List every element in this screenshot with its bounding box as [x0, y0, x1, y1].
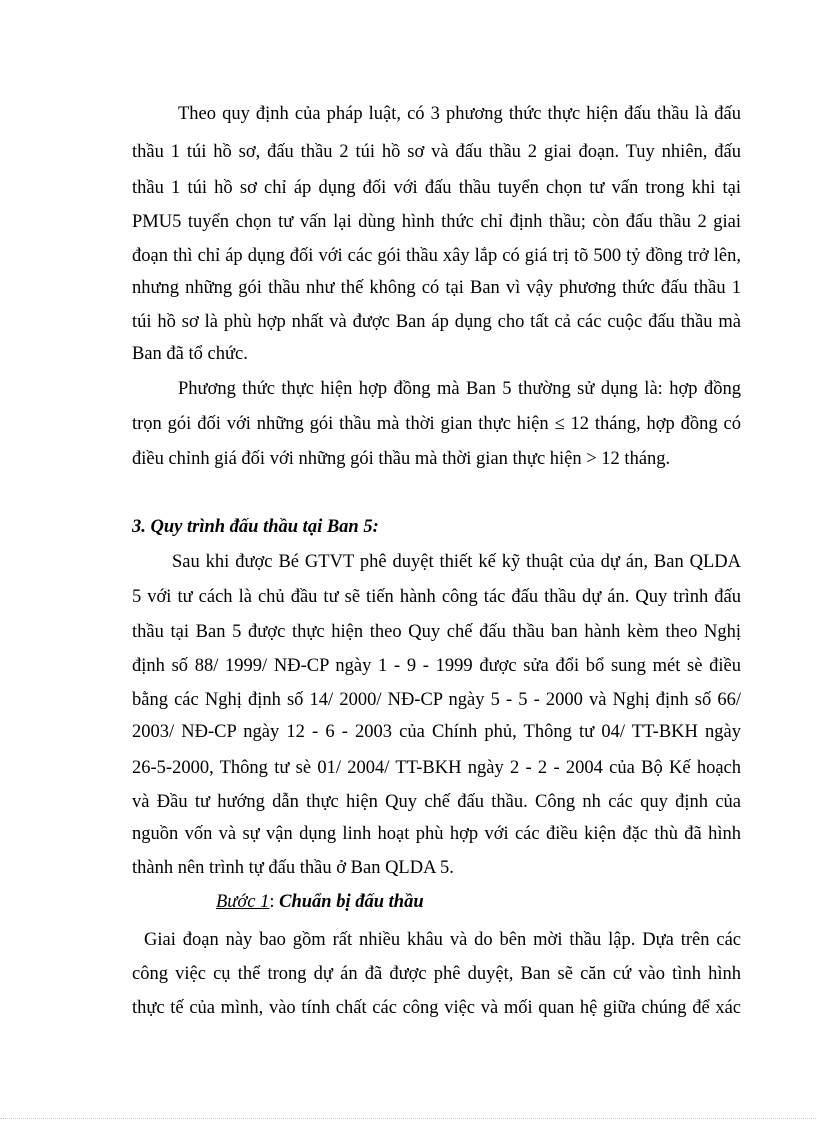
s3-line-1: Sau khi được Bé GTVT phê duyệt thiết kế kỹ thuật của dự án, Ban QLDA — [172, 552, 741, 572]
p1-line-2: thầu 1 túi hồ sơ, đấu thầu 2 túi hồ sơ và đấu thầu 2 giai đoạn. Tuy nhiên, đấu — [132, 142, 741, 162]
s3-line-8: và Đầu tư hướng dẫn thực hiện Quy chế đấu thầu. Công nh các quy định của — [132, 792, 741, 812]
s3-line-9: nguồn vốn và sự vận dụng linh hoạt phù hợp với các điều kiện đặc thù đã hình — [132, 824, 741, 844]
step1-line-2: công việc cụ thể trong dự án đã được phê duyệt, Ban sẽ căn cứ vào tình hình — [132, 964, 741, 984]
step-title: Chuẩn bị đấu thầu — [279, 892, 424, 912]
page-bottom-rule — [0, 1118, 816, 1119]
p1-line-7: túi hồ sơ là phù hợp nhất và được Ban áp dụng cho tất cả các cuộc đấu thầu mà — [132, 312, 741, 332]
p1-line-4: PMU5 tuyển chọn tư vấn lại dùng hình thức chỉ định thầu; còn đấu thầu 2 giai — [132, 212, 741, 232]
s3-line-6: 2003/ NĐ-CP ngày 12 - 6 - 2003 của Chính phủ, Thông tư 04/ TT-BKH ngày — [132, 722, 741, 742]
p2-line-1: Phương thức thực hiện hợp đồng mà Ban 5 thường sử dụng là: hợp đồng — [178, 379, 741, 399]
s3-line-5: bằng các Nghị định số 14/ 2000/ NĐ-CP ngày 5 - 5 - 2000 và Nghị định số 66/ — [132, 690, 741, 710]
step-heading — [216, 890, 424, 914]
step-separator: : — [269, 892, 280, 912]
p1-line-8: Ban đã tổ chức. — [132, 344, 248, 364]
s3-line-7: 26-5-2000, Thông tư sè 01/ 2004/ TT-BKH ngày 2 - 2 - 2004 của Bộ Kế hoạch — [132, 758, 741, 778]
p1-line-1: Theo quy định của pháp luật, có 3 phương thức thực hiện đấu thầu là đấu — [178, 104, 741, 124]
s3-line-3: thầu tại Ban 5 được thực hiện theo Quy chế đấu thầu ban hành kèm theo Nghị — [132, 622, 741, 642]
step1-line-3: thực tế của mình, vào tính chất các công việc và mối quan hệ giữa chúng để xác — [132, 998, 741, 1018]
s3-line-2: 5 với tư cách là chủ đầu tư sẽ tiến hành công tác đấu thầu dự án. Quy trình đấu — [132, 587, 741, 607]
p2-line-3: điều chỉnh giá đối với những gói thầu mà thời gian thực hiện > 12 tháng. — [132, 449, 671, 469]
s3-line-4: định số 88/ 1999/ NĐ-CP ngày 1 - 9 - 1999 được sửa đổi bổ sung mét sè điều — [132, 656, 741, 676]
s3-line-10: thành nên trình tự đấu thầu ở Ban QLDA 5. — [132, 858, 454, 878]
step-label: Bước 1 — [216, 892, 270, 912]
p1-line-5: đoạn thì chỉ áp dụng đối với các gói thầu xây lắp có giá trị tõ 500 tỷ đồng trở lên, — [132, 246, 741, 266]
p1-line-6: nhưng những gói thầu như thế không có tại Ban vì vậy phương thức đấu thầu 1 — [132, 278, 741, 298]
p2-line-2: trọn gói đối với những gói thầu mà thời gian thực hiện ≤ 12 tháng, hợp đồng có — [132, 414, 741, 434]
step1-line-1: Giai đoạn này bao gồm rất nhiều khâu và do bên mời thầu lập. Dựa trên các — [144, 930, 741, 950]
section-heading: 3. Quy trình đấu thầu tại Ban 5: — [132, 517, 379, 537]
p1-line-3: thầu 1 túi hồ sơ chỉ áp dụng đối với đấu thầu tuyển chọn tư vấn trong khi tại — [132, 178, 741, 198]
